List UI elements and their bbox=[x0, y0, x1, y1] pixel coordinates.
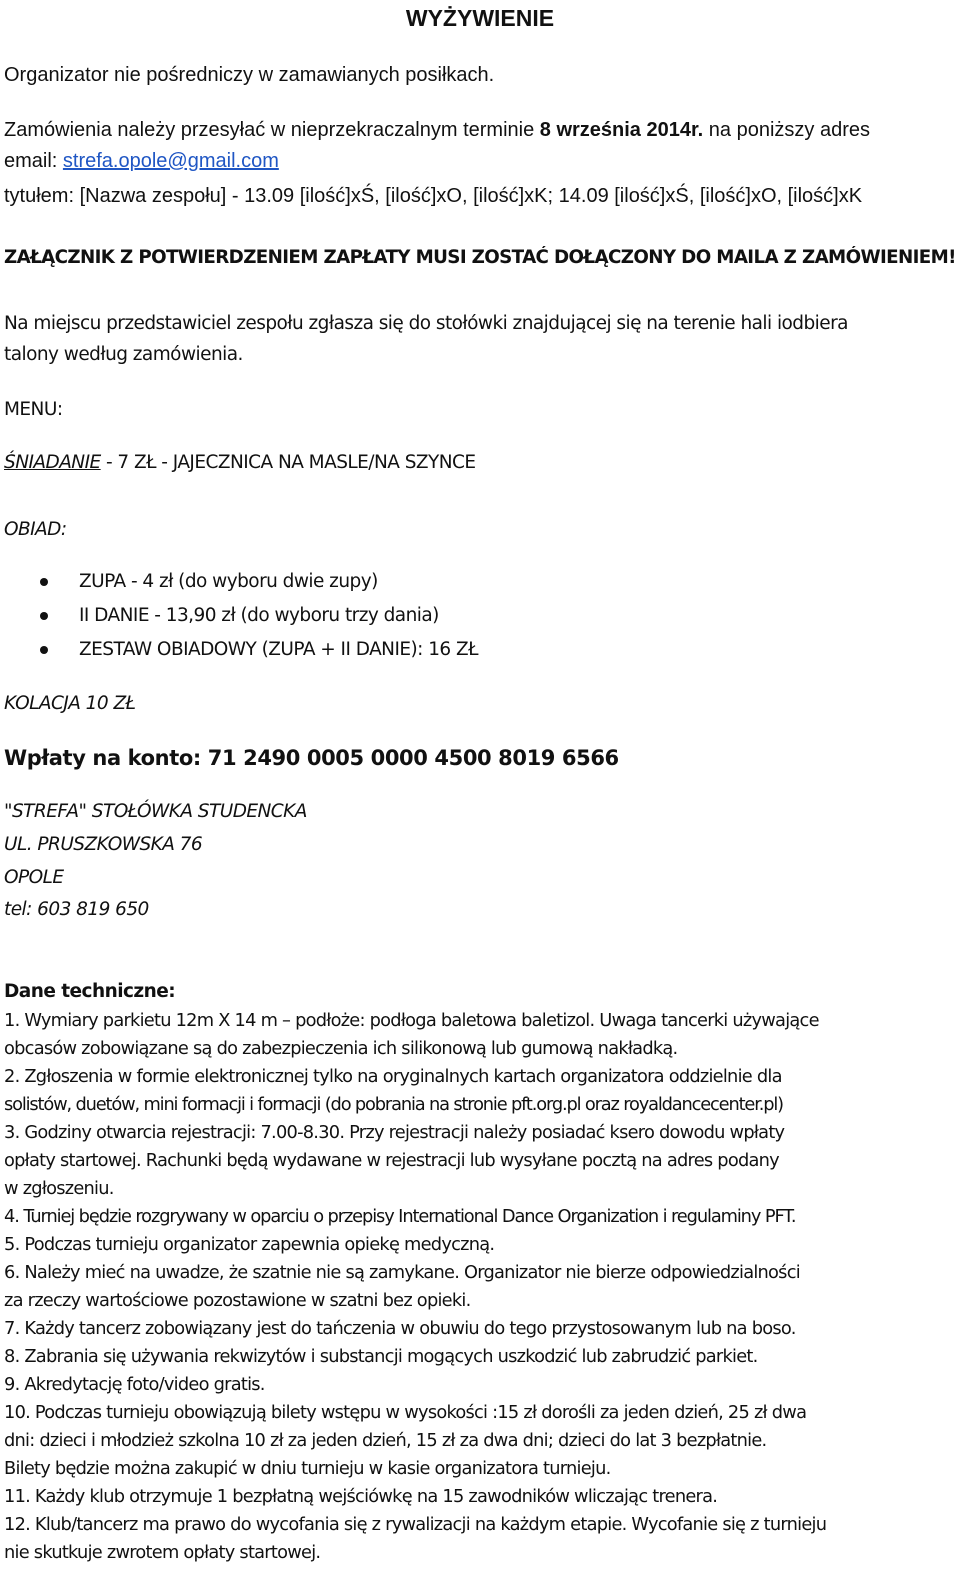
tech-line: 9. Akredytację foto/video gratis. bbox=[4, 1374, 265, 1395]
breakfast-line bbox=[4, 451, 476, 475]
bullet-icon bbox=[40, 646, 48, 654]
lunch-item-set: ZESTAW OBIADOWY (ZUPA + II DANIE): 16 ZŁ bbox=[79, 639, 478, 660]
tech-line: 11. Każdy klub otrzymuje 1 bezpłatną wejściówkę na 15 zawodników wliczając trenera. bbox=[4, 1486, 718, 1507]
address-phone: tel: 603 819 650 bbox=[4, 899, 149, 920]
lunch-label: OBIAD: bbox=[4, 519, 67, 540]
tech-line: 5. Podczas turnieju organizator zapewnia opiekę medyczną. bbox=[4, 1234, 495, 1255]
dinner-line: KOLACJA 10 ZŁ bbox=[4, 693, 136, 714]
tech-line: 6. Należy mieć na uwadze, że szatnie nie są zamykane. Organizator nie bierze odpowiedzialności bbox=[4, 1262, 800, 1283]
order-subject-line: tytułem: [Nazwa zespołu] - 13.09 [ilość]xŚ, [ilość]xO, [ilość]xK; 14.09 [ilość]xŚ, [ilość]xO, [ilość]xK bbox=[4, 185, 863, 207]
tech-line: dni: dzieci i młodzież szkolna 10 zł za jeden dzień, 15 zł za dwa dni; dzieci do lat 3 bezpłatnie. bbox=[4, 1430, 767, 1451]
email-label: email: bbox=[4, 150, 63, 172]
tech-line: 4. Turniej będzie rozgrywany w oparciu o przepisy International Dance Organization i regulaminy PFT. bbox=[4, 1206, 796, 1227]
order-deadline-suffix: na poniższy adres bbox=[703, 119, 870, 141]
bullet-icon bbox=[40, 578, 48, 586]
email-link[interactable]: strefa.opole@gmail.com bbox=[62, 150, 279, 172]
address-city: OPOLE bbox=[4, 867, 64, 888]
tech-line: 12. Klub/tancerz ma prawo do wycofania się z rywalizacji na każdym etapie. Wycofanie się z turnieju bbox=[4, 1514, 827, 1535]
tech-line: opłaty startowej. Rachunki będą wydawane w rejestracji lub wysyłane pocztą na adres podany bbox=[4, 1150, 779, 1171]
order-email-line bbox=[4, 149, 279, 173]
tech-heading: Dane techniczne: bbox=[4, 981, 176, 1002]
address-name: "STREFA" STOŁÓWKA STUDENCKA bbox=[4, 801, 307, 822]
address-street: UL. PRUSZKOWSKA 76 bbox=[4, 834, 203, 855]
order-deadline-text: Zamówienia należy przesyłać w nieprzekraczalnym terminie bbox=[4, 119, 540, 141]
lunch-item-soup: ZUPA - 4 zł (do wyboru dwie zupy) bbox=[79, 571, 378, 592]
intro-text: Organizator nie pośredniczy w zamawianych posiłkach. bbox=[4, 64, 495, 86]
order-deadline-date: 8 września 2014r. bbox=[539, 119, 704, 141]
tech-line: w zgłoszeniu. bbox=[4, 1178, 114, 1199]
tech-line: 10. Podczas turnieju obowiązują bilety wstępu w wysokości :15 zł dorośli za jeden dzień, 25 zł dwa bbox=[4, 1402, 807, 1423]
payment-confirmation-notice: ZAŁĄCZNIK Z POTWIERDZENIEM ZAPŁATY MUSI ZOSTAĆ DOŁĄCZONY DO MAILA Z ZAMÓWIENIEM! bbox=[4, 247, 956, 268]
tech-line: 2. Zgłoszenia w formie elektronicznej tylko na oryginalnych kartach organizatora oddzielnie dla bbox=[4, 1066, 782, 1087]
onsite-text-line-2: talony według zamówienia. bbox=[4, 344, 243, 365]
order-deadline-line bbox=[4, 118, 870, 142]
tech-line: obcasów zobowiązane są do zabezpieczenia ich silikonową lub gumową nakładką. bbox=[4, 1038, 678, 1059]
tech-line: za rzeczy wartościowe pozostawione w szatni bez opieki. bbox=[4, 1290, 471, 1311]
bank-account-line: Wpłaty na konto: 71 2490 0005 0000 4500 8019 6566 bbox=[4, 746, 619, 770]
tech-line: 3. Godziny otwarcia rejestracji: 7.00-8.30. Przy rejestracji należy posiadać ksero dowodu wpłaty bbox=[4, 1122, 785, 1143]
bullet-icon bbox=[40, 612, 48, 620]
onsite-text-line-1: Na miejscu przedstawiciel zespołu zgłasza się do stołówki znajdującej się na terenie hali iodbiera bbox=[4, 313, 848, 334]
tech-line: Bilety będzie można zakupić w dniu turnieju w kasie organizatora turnieju. bbox=[4, 1458, 611, 1479]
page-title: WYŻYWIENIE bbox=[405, 5, 555, 31]
tech-line: solistów, duetów, mini formacji i formacji (do pobrania na stronie pft.org.pl oraz royaldancecenter.pl) bbox=[4, 1094, 783, 1115]
tech-line: nie skutkuje zwrotem opłaty startowej. bbox=[4, 1542, 321, 1563]
lunch-item-main: II DANIE - 13,90 zł (do wyboru trzy dania) bbox=[79, 605, 439, 626]
menu-label: MENU: bbox=[4, 399, 63, 420]
tech-line: 8. Zabrania się używania rekwizytów i substancji mogących uszkodzić lub zabrudzić parkiet. bbox=[4, 1346, 758, 1367]
tech-line: 1. Wymiary parkietu 12m X 14 m – podłoże: podłoga baletowa baletizol. Uwaga tancerki używające bbox=[4, 1010, 819, 1031]
breakfast-text: - 7 ZŁ - JAJECZNICA NA MASLE/NA SZYNCE bbox=[100, 452, 476, 473]
tech-line: 7. Każdy tancerz zobowiązany jest do tańczenia w obuwiu do tego przystosowanym lub na boso. bbox=[4, 1318, 796, 1339]
breakfast-label: ŚNIADANIE bbox=[4, 452, 101, 473]
